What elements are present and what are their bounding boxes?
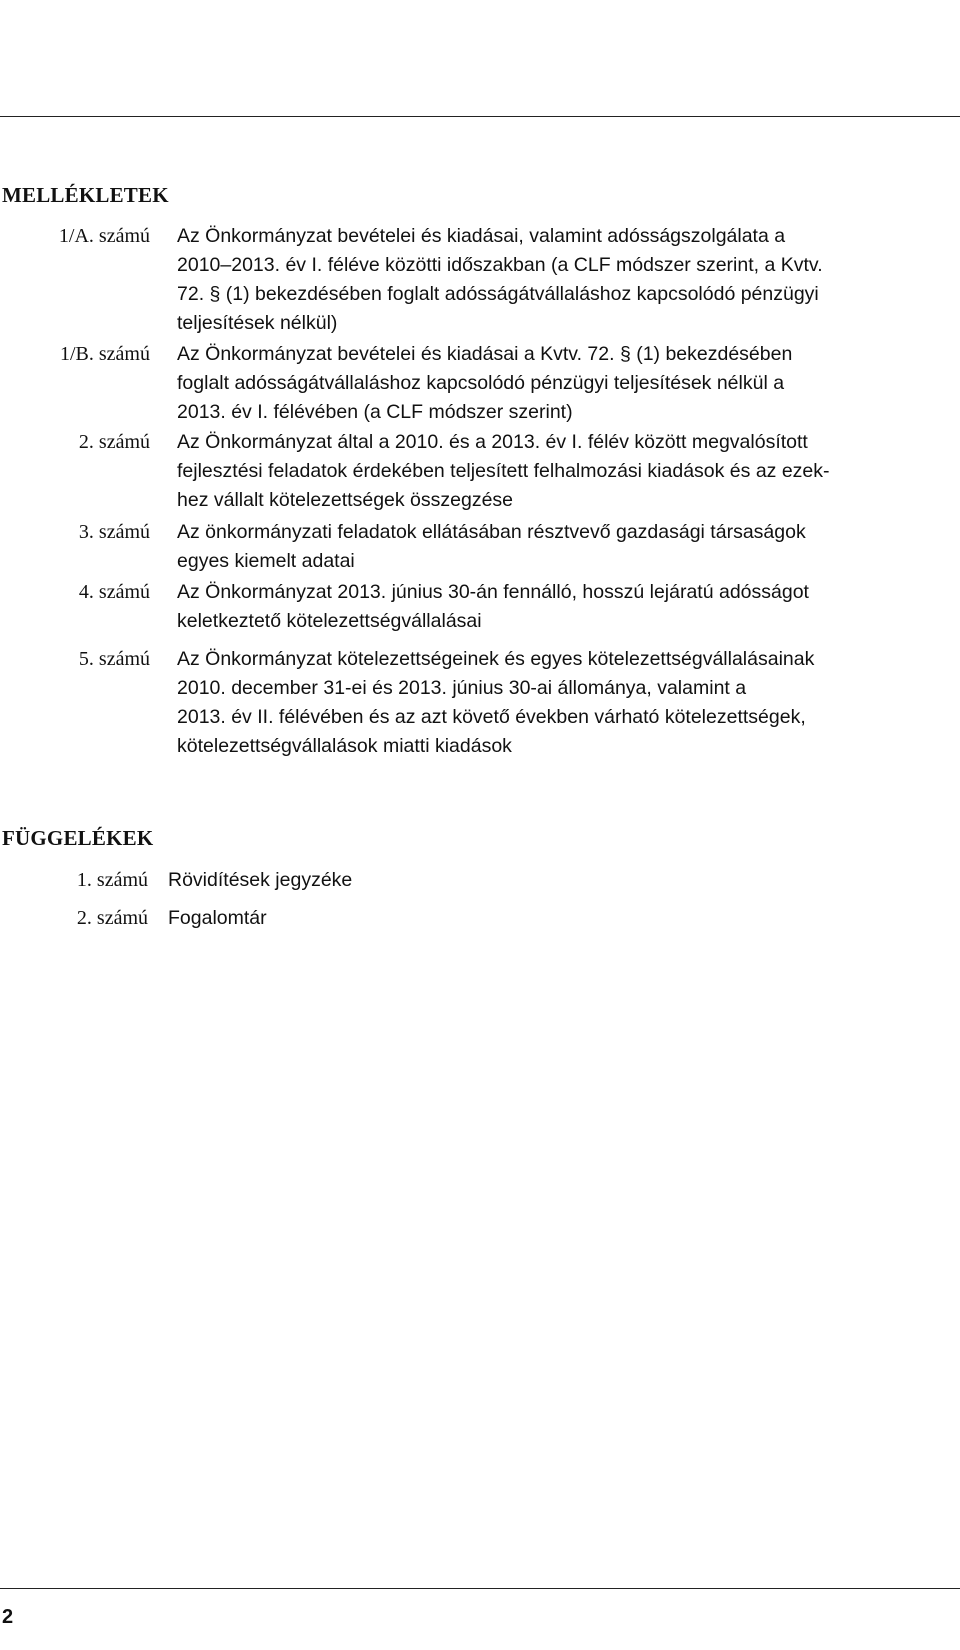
annex-line: fejlesztési feladatok érdekében teljesített felhalmozási kiadások és az ezek-: [177, 460, 830, 482]
annex-line: 2013. év II. félévében és az azt követő években várható kötelezettségek,: [177, 706, 806, 728]
annex-line: Az Önkormányzat bevételei és kiadásai, valamint adósságszolgálata a: [177, 225, 786, 247]
annex-line: hez vállalt kötelezettségek összegzése: [177, 489, 514, 511]
annex-description: [177, 222, 947, 338]
annex-line: egyes kiemelt adatai: [177, 550, 355, 572]
annex-number: 4. számú: [78, 581, 150, 603]
annex-line: Az Önkormányzat által a 2010. és a 2013. év I. félév között megvalósított: [177, 431, 808, 453]
appendix-description: [168, 904, 938, 933]
appendices-heading: FÜGGELÉKEK: [2, 826, 154, 850]
annex-number: 1/A. számú: [58, 225, 150, 247]
annexes-heading: MELLÉKLETEK: [2, 183, 169, 207]
appendix-line: Fogalomtár: [168, 907, 267, 929]
annex-number: 2. számú: [78, 431, 150, 453]
appendix-description: [168, 866, 938, 895]
annex-number: 3. számú: [78, 521, 150, 543]
annex-description: [177, 578, 947, 636]
annex-number: 5. számú: [78, 648, 150, 670]
appendix-number: 2. számú: [76, 907, 148, 929]
bottom-rule: [0, 1588, 960, 1589]
annex-line: 2010. december 31-ei és 2013. június 30-ai állománya, valamint a: [177, 677, 747, 699]
annex-line: 72. § (1) bekezdésében foglalt adósságátvállaláshoz kapcsolódó pénzügyi: [177, 283, 819, 305]
appendix-line: Rövidítések jegyzéke: [168, 869, 353, 891]
annex-line: Az Önkormányzat bevételei és kiadásai a Kvtv. 72. § (1) bekezdésében: [177, 343, 793, 365]
annex-description: [177, 428, 947, 515]
top-rule: [0, 116, 960, 117]
appendix-number: 1. számú: [76, 869, 148, 891]
annex-line: 2013. év I. félévében (a CLF módszer szerint): [177, 401, 573, 423]
annex-description: [177, 340, 947, 427]
annex-description: [177, 518, 947, 576]
page-number: 2: [2, 1606, 14, 1628]
annex-description: [177, 645, 947, 761]
annex-line: teljesítések nélkül): [177, 312, 338, 334]
annex-line: keletkeztető kötelezettségvállalásai: [177, 610, 482, 632]
annex-line: Az Önkormányzat kötelezettségeinek és egyes kötelezettségvállalásainak: [177, 648, 815, 670]
annex-number: 1/B. számú: [60, 343, 150, 365]
annex-line: foglalt adósságátvállaláshoz kapcsolódó pénzügyi teljesítések nélkül a: [177, 372, 785, 394]
annex-line: kötelezettségvállalások miatti kiadások: [177, 735, 512, 757]
annex-line: Az önkormányzati feladatok ellátásában résztvevő gazdasági társaságok: [177, 521, 806, 543]
annex-line: 2010–2013. év I. féléve közötti időszakban (a CLF módszer szerint, a Kvtv.: [177, 254, 823, 276]
annex-line: Az Önkormányzat 2013. június 30-án fennálló, hosszú lejáratú adósságot: [177, 581, 809, 603]
